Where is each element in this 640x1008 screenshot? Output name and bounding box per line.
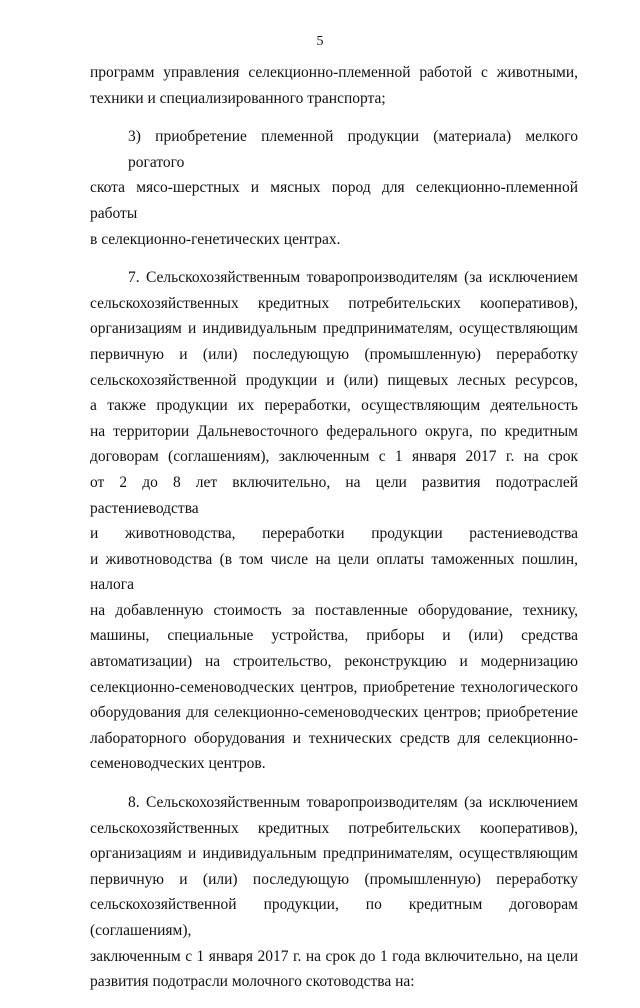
page-number: 5 bbox=[316, 34, 324, 49]
text-line: организациям и индивидуальным предпринимателям, осуществляющим bbox=[90, 320, 578, 338]
text-line: первичную и (или) последующую (промышленную) переработку bbox=[90, 345, 578, 363]
text-line: 7. Сельскохозяйственным товаропроизводителям (за исключением bbox=[128, 269, 578, 287]
text-line: развития подотрасли молочного скотоводства на: bbox=[90, 973, 415, 991]
text-line: организациям и индивидуальным предпринимателям, осуществляющим bbox=[90, 845, 578, 863]
text-line: техники и специализированного транспорта; bbox=[90, 89, 386, 107]
text-line: договорам (соглашениям), заключенным с 1 января 2017 г. на срок bbox=[90, 448, 578, 466]
paragraph bbox=[90, 124, 578, 252]
text-line: 8. Сельскохозяйственным товаропроизводителям (за исключением bbox=[128, 794, 578, 812]
text-line: программ управления селекционно-племенной работой с животными, bbox=[90, 64, 578, 81]
text-line: оборудования для селекционно-семеноводческих центров; приобретение bbox=[90, 704, 578, 722]
text-line: и животноводства, переработки продукции растениеводства bbox=[90, 525, 578, 543]
text-line: сельскохозяйственной продукции и (или) пищевых лесных ресурсов, bbox=[90, 371, 578, 389]
text-line: сельскохозяйственной продукции, по кредитным договорам (соглашениям), bbox=[90, 896, 578, 939]
paragraph bbox=[90, 790, 578, 995]
text-line: а также продукции их переработки, осуществляющим деятельность bbox=[90, 397, 578, 415]
text-line: от 2 до 8 лет включительно, на цели развития подотраслей растениеводства bbox=[90, 473, 578, 517]
paragraph bbox=[90, 60, 578, 111]
text-line: семеноводческих центров. bbox=[90, 755, 266, 773]
text-line: в селекционно-генетических центрах. bbox=[90, 230, 341, 248]
paragraph bbox=[90, 265, 578, 777]
text-line: машины, специальные устройства, приборы и (или) средства bbox=[90, 627, 578, 645]
text-line: 3) приобретение племенной продукции (материала) мелкого рогатого bbox=[128, 128, 578, 171]
text-line: первичную и (или) последующую (промышленную) переработку bbox=[90, 870, 578, 888]
text-line: автоматизации) на строительство, реконструкцию и модернизацию bbox=[90, 653, 578, 671]
text-line: на добавленную стоимость за поставленные оборудование, технику, bbox=[90, 601, 578, 619]
text-line: и животноводства (в том числе на цели оплаты таможенных пошлин, налога bbox=[90, 550, 578, 594]
text-line: на территории Дальневосточного федерального округа, по кредитным bbox=[90, 422, 578, 440]
document-body bbox=[90, 60, 578, 1008]
text-line: заключенным с 1 января 2017 г. на срок до 1 года включительно, на цели bbox=[90, 947, 578, 965]
text-line: сельскохозяйственных кредитных потребительских кооперативов), bbox=[90, 294, 578, 312]
text-line: лабораторного оборудования и технических средств для селекционно- bbox=[90, 729, 578, 747]
text-line: сельскохозяйственных кредитных потребительских кооперативов), bbox=[90, 819, 578, 837]
text-line: селекционно-семеноводческих центров, приобретение технологического bbox=[90, 678, 578, 696]
text-line: скота мясо-шерстных и мясных пород для селекционно-племенной работы bbox=[90, 179, 578, 222]
